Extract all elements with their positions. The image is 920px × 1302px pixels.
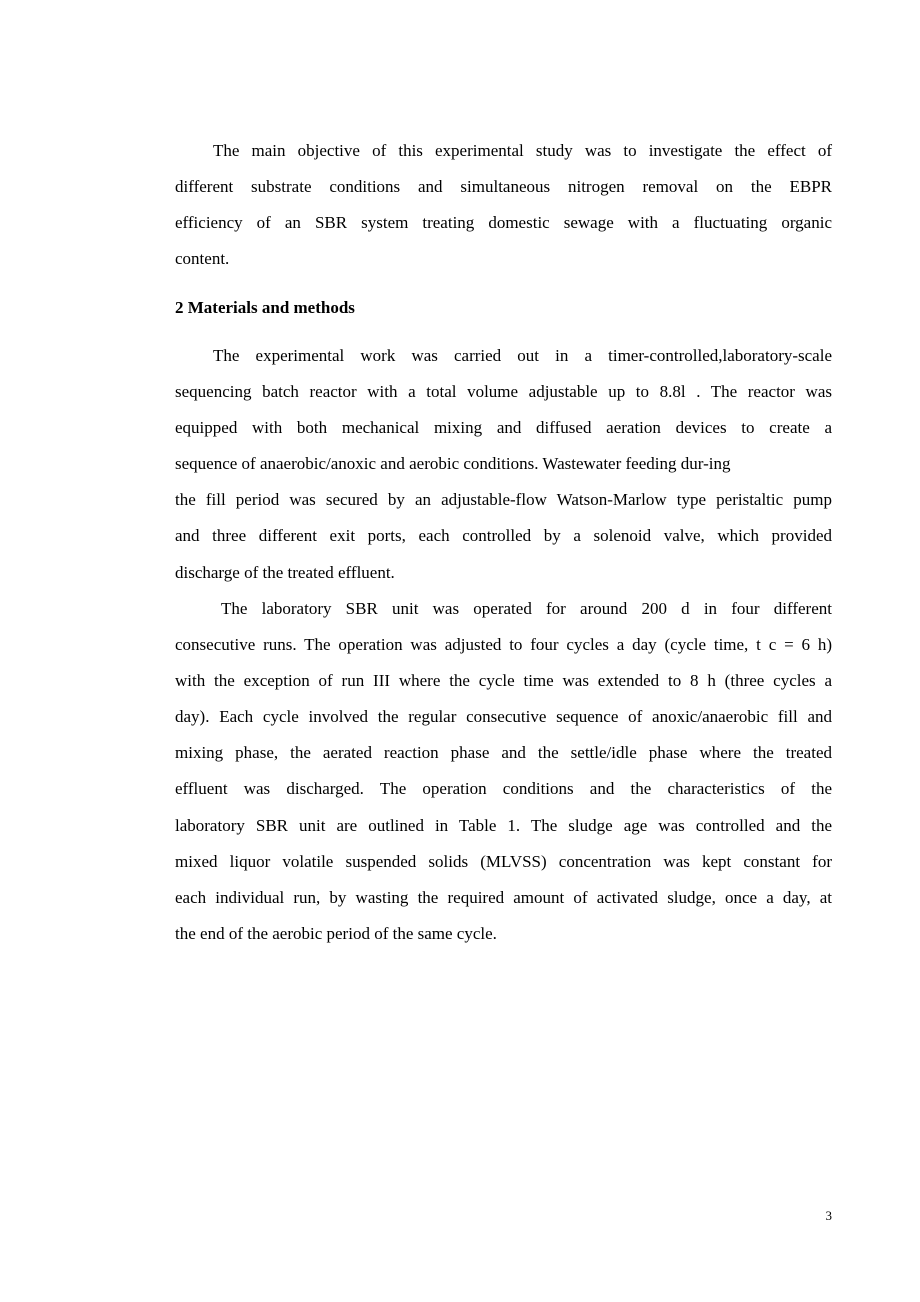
paragraph-line: each individual run, by wasting the required amount of activated sludge, once a day, at: [175, 887, 832, 907]
paragraph-line: mixing phase, the aerated reaction phase and the settle/idle phase where the treated: [175, 743, 832, 763]
paragraph-line: mixed liquor volatile suspended solids (MLVSS) concentration was kept constant for: [175, 851, 832, 871]
paragraph-line: laboratory SBR unit are outlined in Table 1. The sludge age was controlled and the: [175, 815, 832, 835]
paragraph-line: sequence of anaerobic/anoxic and aerobic conditions. Wastewater feeding dur-ing: [175, 454, 731, 474]
paragraph-line: content.: [175, 249, 230, 269]
section-heading: 2 Materials and methods: [175, 298, 355, 317]
paragraph-line: discharge of the treated effluent.: [175, 562, 395, 582]
paragraph-line: and three different exit ports, each controlled by a solenoid valve, which provided: [175, 526, 832, 546]
paragraph-line: equipped with both mechanical mixing and diffused aeration devices to create a: [175, 418, 832, 438]
paragraph-line: The experimental work was carried out in a timer-controlled,laboratory-scale: [213, 346, 832, 365]
paragraph-line: The main objective of this experimental study was to investigate the effect of: [213, 141, 832, 160]
paragraph-line: with the exception of run III where the cycle time was extended to 8 h (three cycles a: [175, 671, 832, 691]
page-number: 3: [825, 1208, 832, 1223]
paragraph-line: the end of the aerobic period of the same cycle.: [175, 923, 497, 943]
paragraph-operation: [175, 591, 832, 952]
paragraph-experimental-setup: [175, 338, 832, 591]
paragraph-line: The laboratory SBR unit was operated for around 200 d in four different: [221, 599, 832, 618]
paragraph-line: different substrate conditions and simultaneous nitrogen removal on the EBPR: [175, 177, 832, 197]
paragraph-line: sequencing batch reactor with a total volume adjustable up to 8.8l . The reactor was: [175, 382, 832, 402]
paragraph-line: effluent was discharged. The operation conditions and the characteristics of the: [175, 779, 832, 799]
paragraph-line: efficiency of an SBR system treating domestic sewage with a fluctuating organic: [175, 213, 832, 233]
paragraph-line: day). Each cycle involved the regular consecutive sequence of anoxic/anaerobic fill and: [175, 707, 832, 727]
paragraph-line: the fill period was secured by an adjustable-flow Watson-Marlow type peristaltic pump: [175, 490, 832, 510]
paragraph-line: consecutive runs. The operation was adjusted to four cycles a day (cycle time, t c = 6 h): [175, 635, 832, 655]
paragraph-objective: [175, 133, 832, 277]
